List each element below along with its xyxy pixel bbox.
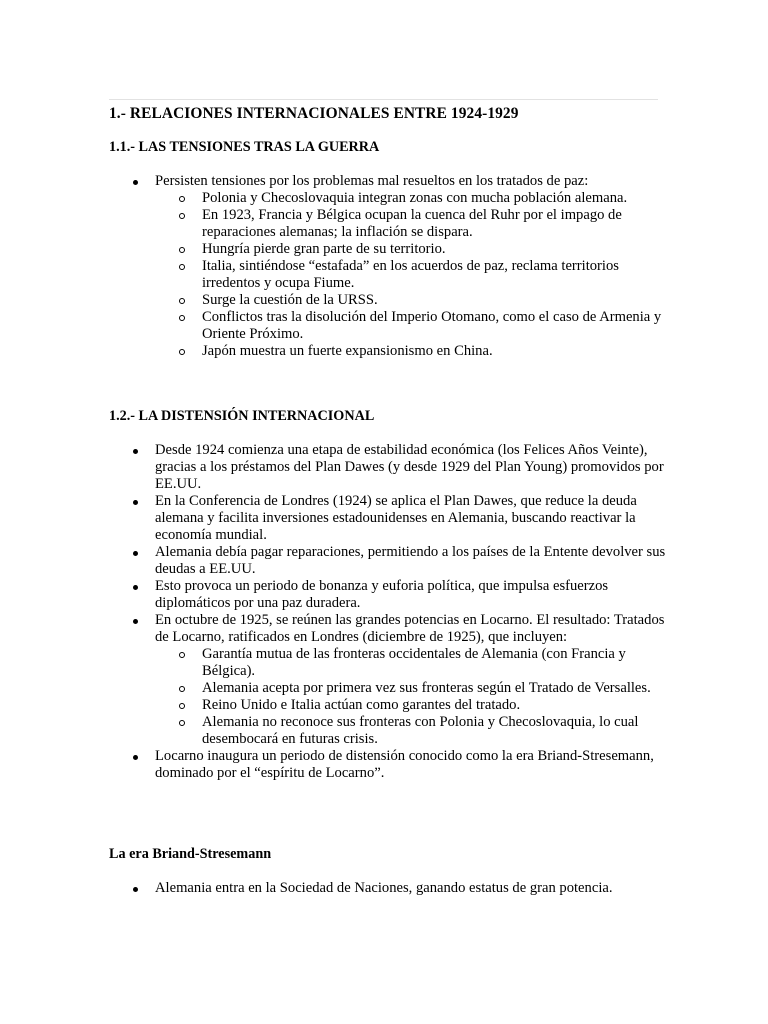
list-item-text: En octubre de 1925, se reúnen las grandes potencias en Locarno. El resultado: Tratados de Locarno, ratificados en Londres (diciembre de 1925), que incluyen: [155, 612, 665, 645]
list-item: Alemania debía pagar reparaciones, permitiendo a los países de la Entente devolver sus deudas a EE.UU. [109, 544, 669, 578]
sub-list-item: Conflictos tras la disolución del Imperio Otomano, como el caso de Armenia y Oriente Próximo. [155, 309, 669, 343]
list-item: Alemania entra en la Sociedad de Naciones, ganando estatus de gran potencia. [109, 880, 669, 897]
section-heading-briand-stresemann: La era Briand-Stresemann [109, 846, 272, 862]
sub-list-item: Polonia y Checoslovaquia integran zonas con mucha población alemana. [155, 190, 669, 207]
section-heading-tensiones: 1.1.- LAS TENSIONES TRAS LA GUERRA [109, 139, 380, 155]
sub-list-item: Japón muestra un fuerte expansionismo en China. [155, 343, 669, 360]
document-title: 1.- RELACIONES INTERNACIONALES ENTRE 1924-1929 [109, 105, 519, 122]
list-item: Esto provoca un periodo de bonanza y euforia política, que impulsa esfuerzos diplomáticos por una paz duradera. [109, 578, 669, 612]
sub-list-item: En 1923, Francia y Bélgica ocupan la cuenca del Ruhr por el impago de reparaciones alemanas; la inflación se dispara. [155, 207, 669, 241]
list-item [109, 612, 669, 748]
list-item: Desde 1924 comienza una etapa de estabilidad económica (los Felices Años Veinte), gracias a los préstamos del Plan Dawes (y desde 1929 del Plan Young) promovidos por EE.UU. [109, 442, 669, 493]
list-item [109, 173, 669, 360]
sub-list-item: Alemania acepta por primera vez sus fronteras según el Tratado de Versalles. [155, 680, 669, 697]
header-rule [109, 99, 658, 100]
distension-list [109, 442, 669, 782]
sub-list-item: Surge la cuestión de la URSS. [155, 292, 669, 309]
sub-list-item: Alemania no reconoce sus fronteras con Polonia y Checoslovaquia, lo cual desembocará en futuras crisis. [155, 714, 669, 748]
tensiones-list [109, 173, 669, 360]
tensiones-sublist [155, 190, 669, 360]
sub-list-item: Garantía mutua de las fronteras occidentales de Alemania (con Francia y Bélgica). [155, 646, 669, 680]
section-heading-distension: 1.2.- LA DISTENSIÓN INTERNACIONAL [109, 408, 375, 424]
sub-list-item: Reino Unido e Italia actúan como garantes del tratado. [155, 697, 669, 714]
sub-list-item: Italia, sintiéndose “estafada” en los acuerdos de paz, reclama territorios irredentos y ocupa Fiume. [155, 258, 669, 292]
sub-list-item: Hungría pierde gran parte de su territorio. [155, 241, 669, 258]
list-item: Locarno inaugura un periodo de distensión conocido como la era Briand-Stresemann, dominado por el “espíritu de Locarno”. [109, 748, 669, 782]
list-item-text: Persisten tensiones por los problemas mal resueltos en los tratados de paz: [155, 173, 589, 189]
locarno-sublist [155, 646, 669, 748]
list-item: En la Conferencia de Londres (1924) se aplica el Plan Dawes, que reduce la deuda alemana y facilita inversiones estadounidenses en Alemania, buscando reactivar la economía mundial. [109, 493, 669, 544]
briand-stresemann-list [109, 880, 669, 897]
